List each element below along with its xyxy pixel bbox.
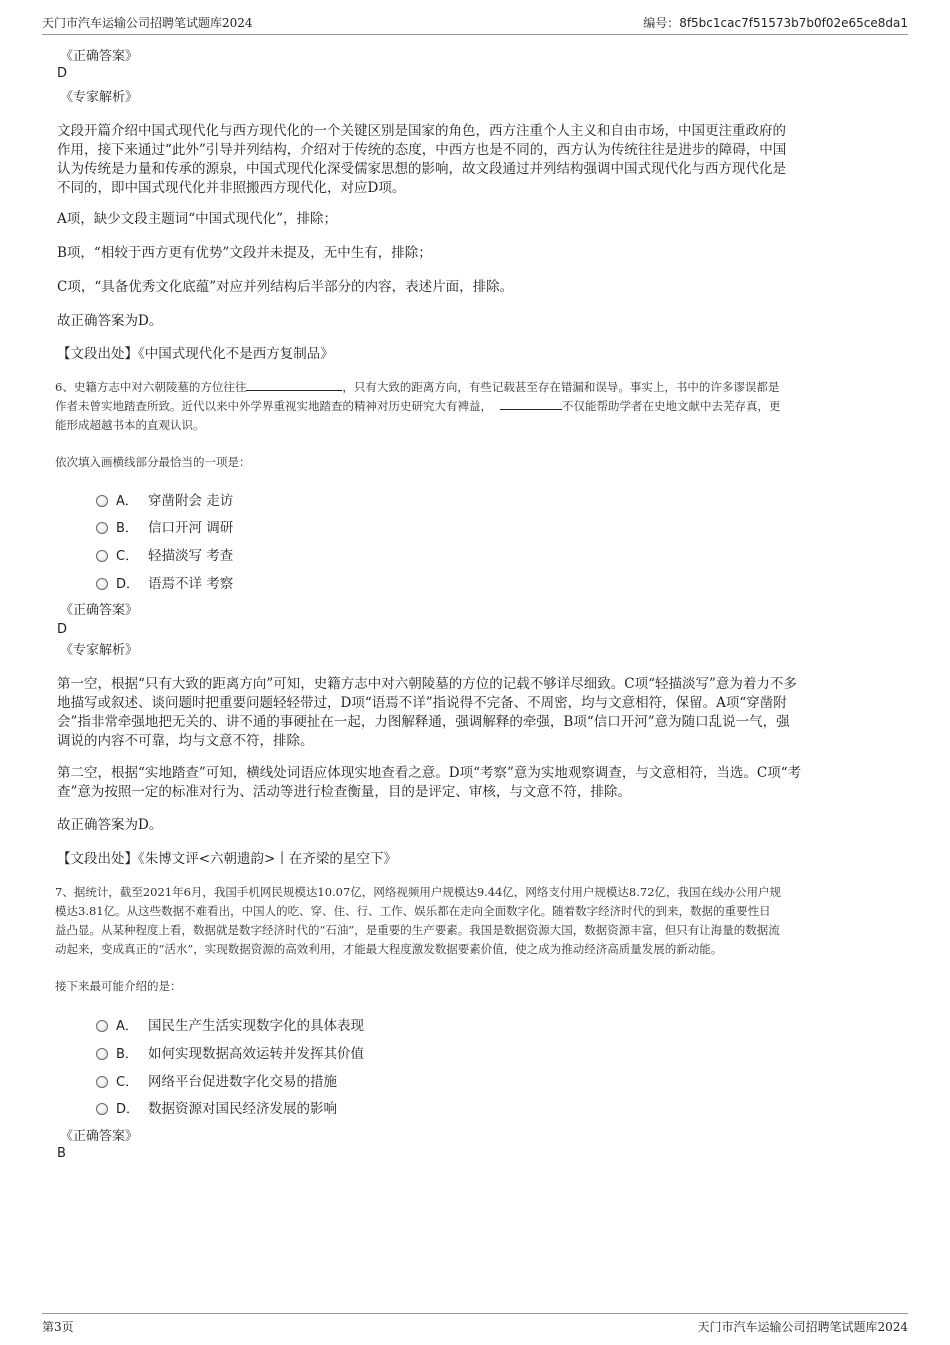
option-c[interactable] [96,544,233,564]
analysis-line: 文段开篇介绍中国式现代化与西方现代化的一个关键区别是国家的角色，西方注重个人主义和自由市场，中国更注重政府的 [57,123,786,139]
analysis-line: 第二空，根据“实地踏查”可知，横线处词语应体现实地查看之意。D项“考察”意为实地观察调查，与文意相符，当选。C项“考 [57,765,802,781]
question-7-stem [55,883,891,959]
source-citation: 【文段出处】《中国式现代化不是西方复制品》 [57,346,334,362]
source-citation: 【文段出处】《朱博文评<六朝遗韵>丨在齐梁的星空下》 [57,851,397,867]
fill-blank [500,397,562,410]
option-letter: C． [116,1075,139,1090]
analysis-line: 认为传统是力量和传承的源泉，中国式现代化深受儒家思想的影响，故文段通过并列结构强调中国式现代化与西方现代化是 [57,161,786,177]
option-c-note: C项，“具备优秀文化底蕴”对应并列结构后半部分的内容，表述片面，排除。 [57,279,514,295]
option-letter: C． [116,549,139,564]
radio-icon[interactable] [96,495,108,507]
option-text: 穿凿附会 走访 [148,493,234,509]
analysis-line: 查”意为按照一定的标准对行为、活动等进行检查衡量，目的是评定、审核，与文意不符，排除。 [57,784,631,800]
option-text: 国民生产生活实现数字化的具体表现 [148,1018,364,1034]
radio-icon[interactable] [96,550,108,562]
analysis-paragraph [57,675,887,751]
option-text: 数据资源对国民经济发展的影响 [148,1101,337,1117]
radio-icon[interactable] [96,1103,108,1115]
question-text: 能形成超越书本的直观认识。 [55,418,205,432]
option-text: 信口开河 调研 [148,520,234,536]
question-text: 作者未曾实地踏查所致。近代以来中外学界重视实地踏查的精神对历史研究大有裨益， [55,399,492,413]
option-text: 网络平台促进数字化交易的措施 [148,1074,337,1090]
option-letter: D． [116,1102,140,1117]
option-b[interactable] [96,516,233,536]
question-prompt: 接下来最可能介绍的是： [55,979,182,993]
option-letter: A． [116,494,138,509]
analysis-line: 会”指非常牵强地把无关的、讲不通的事硬扯在一起，力图解释通，强调解释的牵强，B项“信口开河”意为随口乱说一气，强 [57,714,790,730]
conclusion: 故正确答案为D。 [57,313,163,329]
question-text: 模达3.81亿。从这些数据不难看出，中国人的吃、穿、住、行、工作、娱乐都在走向全面数字化。随着数字经济时代的到来，数据的重要性日 [55,904,771,918]
conclusion: 故正确答案为D。 [57,817,163,833]
option-text: 语焉不详 考察 [148,576,234,592]
page-footer [42,1313,908,1338]
header-title: 天门市汽车运输公司招聘笔试题库2024 [42,16,253,30]
radio-icon[interactable] [96,1048,108,1060]
option-letter: A． [116,1019,138,1034]
analysis-paragraph [57,764,887,802]
option-d[interactable] [96,1097,337,1117]
option-b-note: B项，“相较于西方更有优势”文段并未提及，无中生有，排除； [57,245,432,261]
analysis-line: 作用，接下来通过“此外”引导并列结构，介绍对于传统的态度，中西方也是不同的，西方认为传统往往是进步的障碍，中国 [57,142,787,158]
question-text: 益凸显。从某种程度上看，数据就是数字经济时代的“石油”，是重要的生产要素。我国是数据资源大国，数据资源丰富，但只有让海量的数据流 [55,923,780,937]
document-code: 编号：8f5bc1cac7f51573b7b0f02e65ce8da1 [643,16,908,30]
option-c[interactable] [96,1070,337,1090]
question-6-stem [55,378,891,435]
correct-answer: B [57,1146,66,1161]
analysis-line: 第一空，根据“只有大致的距离方向”可知，史籍方志中对六朝陵墓的方位的记载不够详尽细致。C项“轻描淡写”意为着力不多 [57,676,797,692]
analysis-line: 地描写或叙述、谈问题时把重要问题轻轻带过，D项“语焉不详”指说得不完备、不周密，均与文意相符，保留。A项“穿凿附 [57,695,787,711]
analysis-label: 《专家解析》 [60,643,139,658]
correct-answer: D [57,622,68,637]
question-text: 7、据统计，截至2021年6月，我国手机网民规模达10.07亿，网络视频用户规模达9.44亿，网络支付用户规模达8.72亿，我国在线办公用户规 [55,885,782,899]
radio-icon[interactable] [96,1020,108,1032]
question-text: ，只有大致的距离方向，有些记载甚至存在错漏和误导。事实上，书中的许多谬误都是 [342,380,780,394]
radio-icon[interactable] [96,578,108,590]
answer-label: 《正确答案》 [60,603,139,618]
analysis-label: 《专家解析》 [60,90,139,105]
option-b[interactable] [96,1042,364,1062]
page-number: 第3页 [42,1320,74,1334]
analysis-line: 不同的，即中国式现代化并非照搬西方现代化，对应D项。 [57,180,406,196]
footer-title: 天门市汽车运输公司招聘笔试题库2024 [697,1320,908,1334]
correct-answer: D [57,66,68,81]
option-text: 如何实现数据高效运转并发挥其价值 [148,1046,364,1062]
option-a[interactable] [96,489,233,509]
question-prompt: 依次填入画横线部分最恰当的一项是： [55,455,251,469]
option-letter: D． [116,577,140,592]
fill-blank [246,378,342,391]
option-a-note: A项，缺少文段主题词“中国式现代化”，排除； [57,211,338,227]
radio-icon[interactable] [96,1076,108,1088]
option-letter: B． [116,1047,138,1062]
option-d[interactable] [96,572,233,592]
question-text: 不仅能帮助学者在史地文献中去芜存真，更 [562,399,781,413]
radio-icon[interactable] [96,522,108,534]
option-a[interactable] [96,1014,364,1034]
question-text: 动起来，变成真正的“活水”，实现数据资源的高效利用，才能最大程度激发数据要素价值，使之成为推动经济高质量发展的新动能。 [55,942,723,956]
page-header [42,12,908,35]
option-text: 轻描淡写 考查 [148,548,234,564]
analysis-line: 调说的内容不可靠，均与文意不符，排除。 [57,733,314,749]
analysis-paragraph [57,122,887,198]
answer-label: 《正确答案》 [60,1129,139,1144]
question-text: 6、史籍方志中对六朝陵墓的方位往往 [55,380,247,394]
answer-label: 《正确答案》 [60,49,139,64]
option-letter: B． [116,521,138,536]
